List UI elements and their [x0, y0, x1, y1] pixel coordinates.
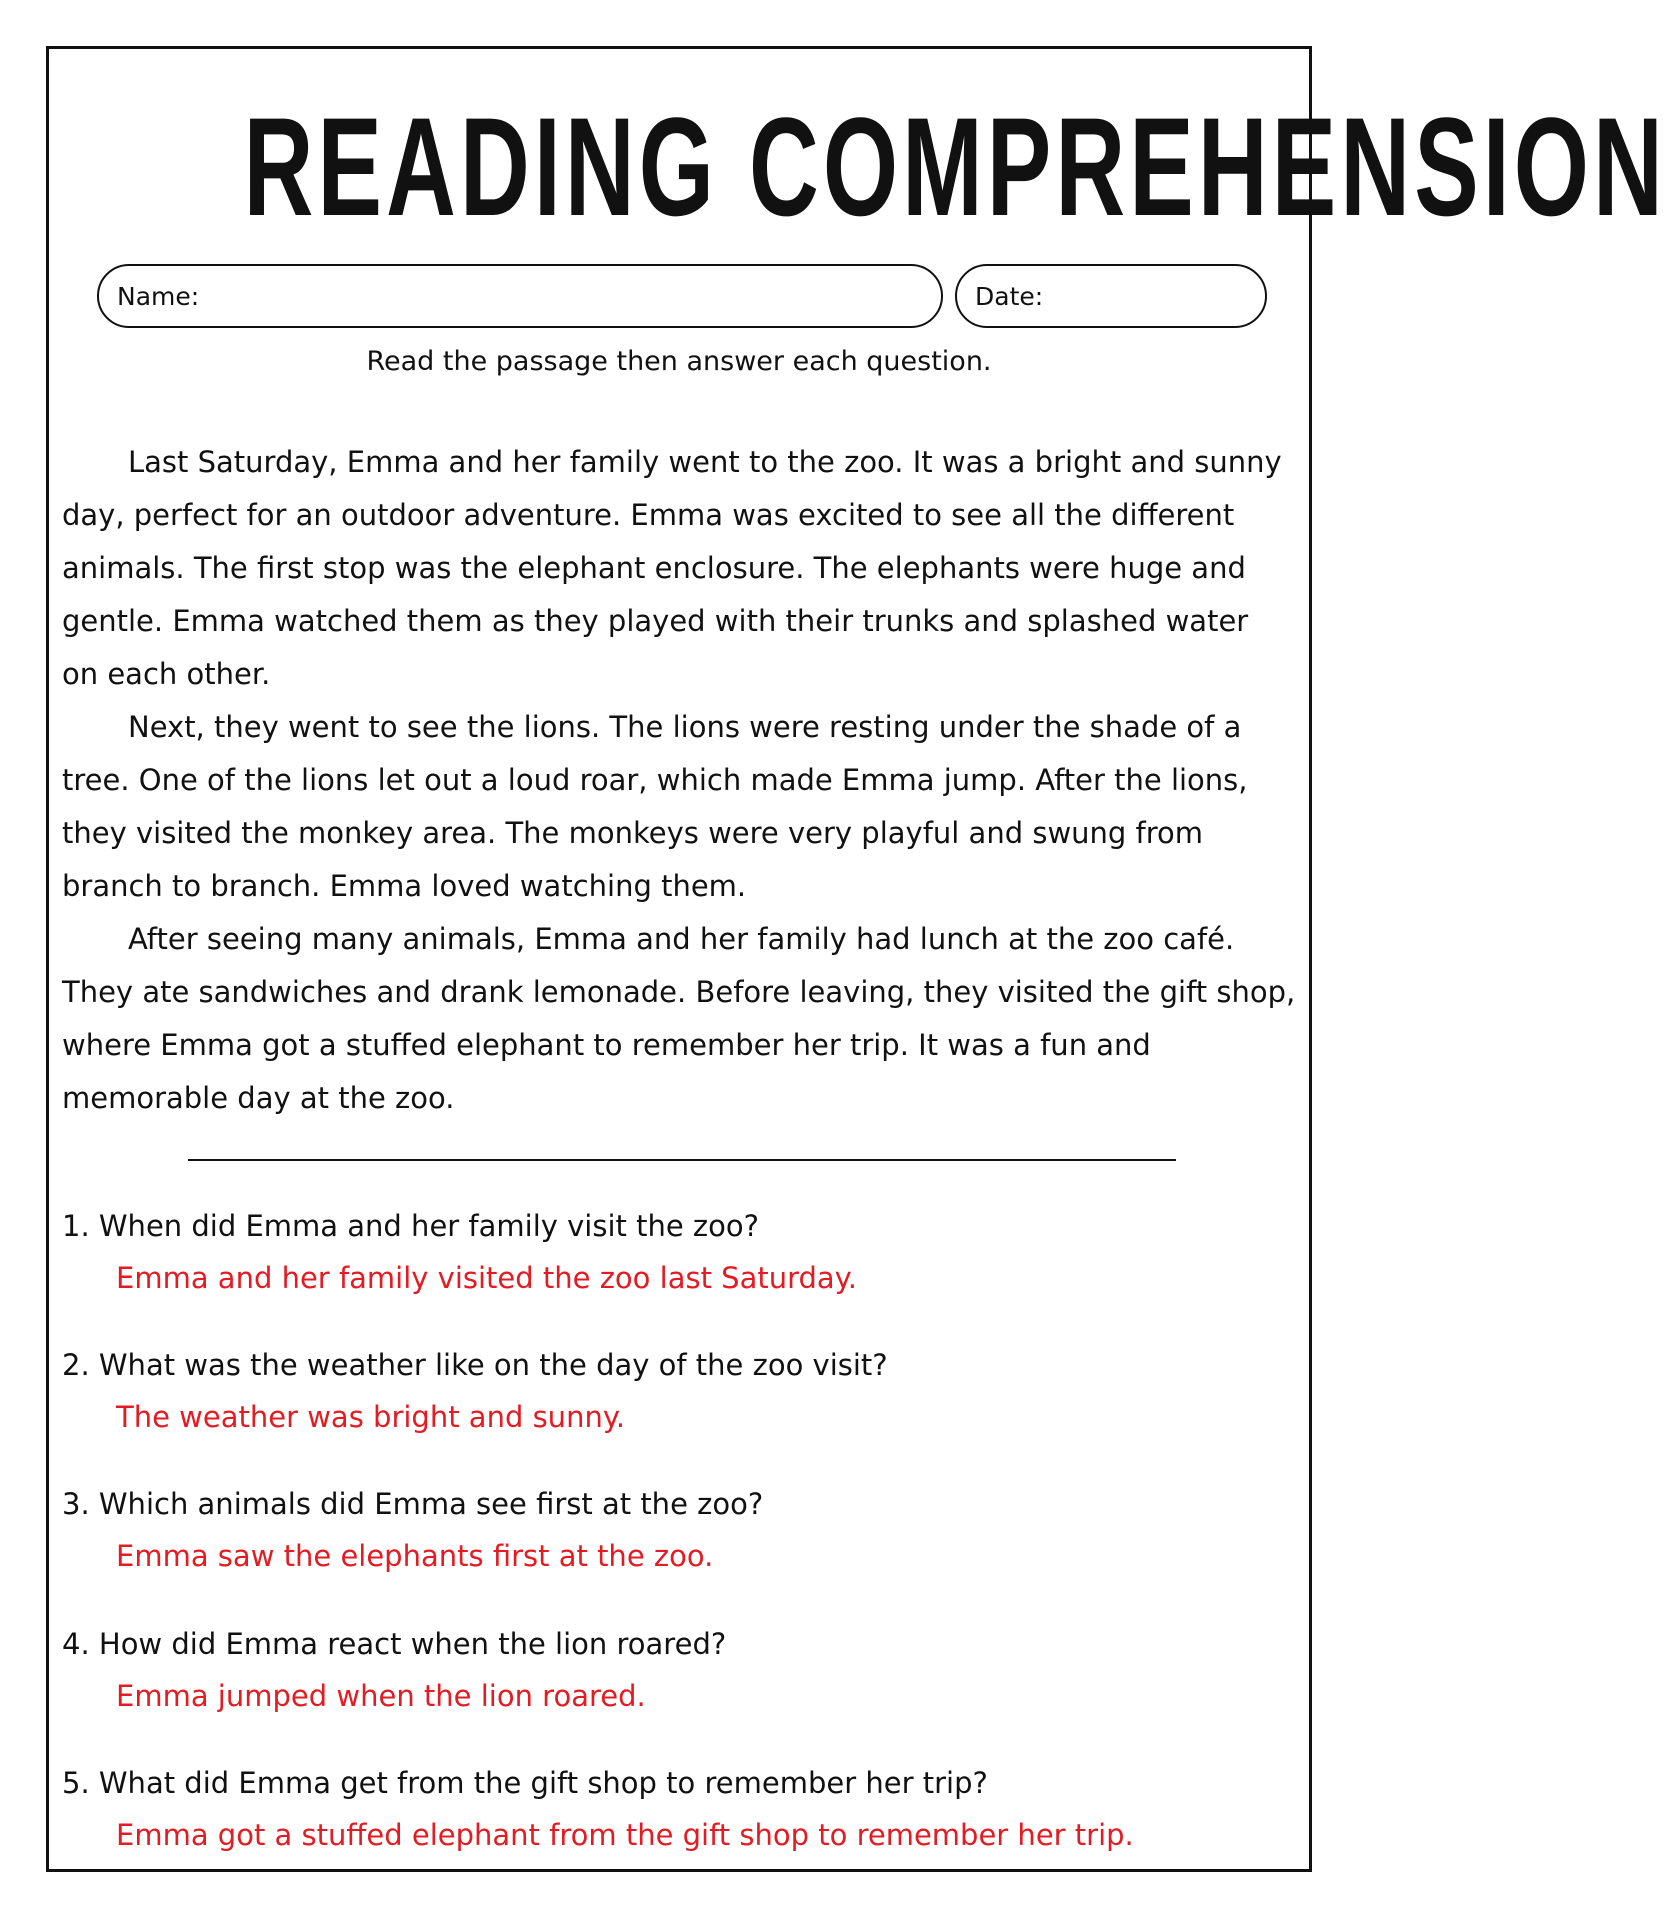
passage-line: After seeing many animals, Emma and her family had lunch at the zoo café.: [128, 922, 1235, 956]
passage-line: they visited the monkey area. The monkeys were very playful and swung from: [62, 816, 1204, 850]
name-label: Name:: [117, 281, 200, 311]
worksheet-title: READING COMPREHENSION: [243, 88, 1667, 245]
question-text: 2. What was the weather like on the day of the zoo visit?: [62, 1348, 888, 1382]
passage-line: on each other.: [62, 657, 271, 691]
question-item: [62, 1624, 1302, 1716]
answer-text: Emma saw the elephants first at the zoo.: [116, 1539, 714, 1573]
passage-line: Last Saturday, Emma and her family went to the zoo. It was a bright and sunny: [128, 445, 1282, 479]
question-item: [62, 1763, 1302, 1855]
question-item: [62, 1206, 1302, 1298]
passage-line: They ate sandwiches and drank lemonade. Before leaving, they visited the gift shop,: [62, 975, 1296, 1009]
passage-line: memorable day at the zoo.: [62, 1081, 455, 1115]
question-item: [62, 1345, 1302, 1437]
passage-line: tree. One of the lions let out a loud roar, which made Emma jump. After the lions,: [62, 763, 1248, 797]
passage-line: Next, they went to see the lions. The lions were resting under the shade of a: [128, 710, 1242, 744]
date-label: Date:: [975, 281, 1044, 311]
question-text: 4. How did Emma react when the lion roared?: [62, 1627, 727, 1661]
passage-line: day, perfect for an outdoor adventure. Emma was excited to see all the different: [62, 498, 1235, 532]
date-field[interactable]: [955, 264, 1267, 328]
passage-line: animals. The first stop was the elephant enclosure. The elephants were huge and: [62, 551, 1246, 585]
passage-line: where Emma got a stuffed elephant to remember her trip. It was a fun and: [62, 1028, 1151, 1062]
answer-text: Emma and her family visited the zoo last Saturday.: [116, 1261, 857, 1295]
passage-line: gentle. Emma watched them as they played with their trunks and splashed water: [62, 604, 1249, 638]
question-text: 5. What did Emma get from the gift shop to remember her trip?: [62, 1766, 988, 1800]
instruction-text: Read the passage then answer each question.: [366, 346, 992, 377]
answer-text: The weather was bright and sunny.: [116, 1400, 626, 1434]
question-item: [62, 1484, 1302, 1576]
answer-text: Emma jumped when the lion roared.: [116, 1679, 646, 1713]
reading-passage: [62, 436, 1312, 1125]
question-text: 1. When did Emma and her family visit the zoo?: [62, 1209, 760, 1243]
section-divider: [188, 1159, 1176, 1161]
answer-text: Emma got a stuffed elephant from the gift shop to remember her trip.: [116, 1818, 1134, 1852]
question-text: 3. Which animals did Emma see first at the zoo?: [62, 1487, 764, 1521]
passage-line: branch to branch. Emma loved watching them.: [62, 869, 747, 903]
name-field[interactable]: [97, 264, 943, 328]
